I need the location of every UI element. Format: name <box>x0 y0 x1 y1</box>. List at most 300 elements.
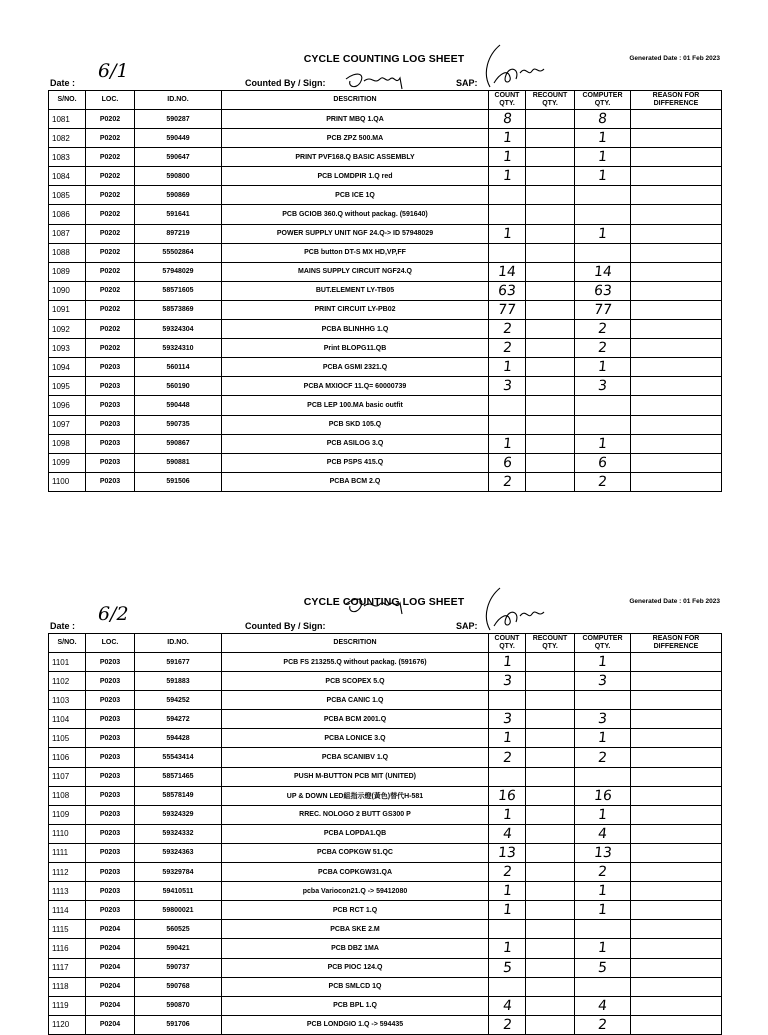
cell-recount-qty <box>526 129 575 148</box>
handwritten-value: 2 <box>597 749 608 766</box>
cell-id: 590448 <box>135 396 222 415</box>
cell-description: PCB LONDGIO 1.Q -> 594435 <box>222 1015 489 1034</box>
cell-loc: P0203 <box>86 472 135 491</box>
table-row <box>49 262 722 281</box>
col-count-qty: COUNT QTY. <box>489 634 526 653</box>
cell-computer-qty <box>575 243 631 262</box>
cell-reason <box>631 653 722 672</box>
cell-computer-qty <box>575 415 631 434</box>
cell-count-qty <box>489 882 526 901</box>
handwritten-value: 77 <box>592 301 613 318</box>
cell-count-qty <box>489 224 526 243</box>
handwritten-date: 6/1 <box>98 60 129 82</box>
table-row <box>49 320 722 339</box>
cell-computer-qty <box>575 786 631 805</box>
cell-count-qty <box>489 996 526 1015</box>
cell-id: 57948029 <box>135 262 222 281</box>
col-sno: S/NO. <box>49 634 86 653</box>
cell-loc: P0204 <box>86 958 135 977</box>
cell-id: 59329784 <box>135 863 222 882</box>
cell-computer-qty <box>575 262 631 281</box>
handwritten-value: 1 <box>501 806 513 823</box>
cell-loc: P0203 <box>86 453 135 472</box>
cell-reason <box>631 377 722 396</box>
cell-description: PCBA BCM 2001.Q <box>222 710 489 729</box>
cell-recount-qty <box>526 415 575 434</box>
handwritten-value: 1 <box>501 435 513 452</box>
col-recount-qty: RECOUNT QTY. <box>526 91 575 110</box>
table-row <box>49 920 722 939</box>
cell-loc: P0203 <box>86 691 135 710</box>
cell-reason <box>631 358 722 377</box>
cell-sno: 1108 <box>49 786 86 805</box>
cell-recount-qty <box>526 996 575 1015</box>
cell-loc: P0202 <box>86 167 135 186</box>
cell-count-qty <box>489 805 526 824</box>
cell-count-qty <box>489 653 526 672</box>
table-row <box>49 1015 722 1034</box>
cell-recount-qty <box>526 339 575 358</box>
cell-description: PCB PIOC 124.Q <box>222 958 489 977</box>
cell-id: 58573869 <box>135 300 222 319</box>
cell-description: PCBA SKE 2.M <box>222 920 489 939</box>
table-row <box>49 377 722 396</box>
cell-recount-qty <box>526 224 575 243</box>
cell-computer-qty <box>575 882 631 901</box>
cell-description: Print BLOPG11.QB <box>222 339 489 358</box>
col-reason: REASON FOR DIFFERENCE <box>631 634 722 653</box>
cell-reason <box>631 453 722 472</box>
cell-computer-qty <box>575 996 631 1015</box>
handwritten-value: 14 <box>497 263 517 280</box>
cell-recount-qty <box>526 281 575 300</box>
cell-computer-qty <box>575 339 631 358</box>
cell-id: 590870 <box>135 996 222 1015</box>
cell-loc: P0203 <box>86 805 135 824</box>
cell-loc: P0203 <box>86 358 135 377</box>
table-row <box>49 767 722 786</box>
handwritten-value: 6 <box>597 454 608 471</box>
cell-sno: 1096 <box>49 396 86 415</box>
table-row <box>49 415 722 434</box>
handwritten-value: 1 <box>597 730 608 747</box>
cell-description: PCB SKD 105.Q <box>222 415 489 434</box>
handwritten-value: 2 <box>501 1016 513 1033</box>
cell-reason <box>631 434 722 453</box>
cell-computer-qty <box>575 843 631 862</box>
cell-recount-qty <box>526 805 575 824</box>
handwritten-value: 1 <box>501 902 513 919</box>
cell-loc: P0202 <box>86 243 135 262</box>
cell-loc: P0202 <box>86 186 135 205</box>
col-id: ID.NO. <box>135 634 222 653</box>
log-sheet-2 <box>0 596 768 1033</box>
cell-recount-qty <box>526 748 575 767</box>
col-sno: S/NO. <box>49 91 86 110</box>
cell-description: PCB LEP 100.MA basic outfit <box>222 396 489 415</box>
handwritten-value: 1 <box>501 225 513 242</box>
cell-loc: P0203 <box>86 882 135 901</box>
handwritten-value: 2 <box>597 473 608 490</box>
cell-reason <box>631 415 722 434</box>
cell-count-qty <box>489 262 526 281</box>
cell-count-qty <box>489 710 526 729</box>
sap-label: SAP: <box>456 621 478 631</box>
table-row <box>49 786 722 805</box>
count-table <box>48 633 722 1035</box>
cell-recount-qty <box>526 453 575 472</box>
cell-description: PCB PSPS 415.Q <box>222 453 489 472</box>
cell-loc: P0202 <box>86 224 135 243</box>
handwritten-value: 3 <box>501 378 513 395</box>
cell-computer-qty <box>575 653 631 672</box>
cell-description: pcba Variocon21.Q -> 59412080 <box>222 882 489 901</box>
handwritten-value: 1 <box>501 149 513 166</box>
cell-recount-qty <box>526 653 575 672</box>
table-row <box>49 710 722 729</box>
table-row <box>49 358 722 377</box>
table-row <box>49 672 722 691</box>
cell-loc: P0202 <box>86 148 135 167</box>
cell-description: PCBA SCANIBV 1.Q <box>222 748 489 767</box>
cell-id: 590768 <box>135 977 222 996</box>
handwritten-value: 2 <box>597 321 608 338</box>
col-recount-qty: RECOUNT QTY. <box>526 634 575 653</box>
cell-id: 591677 <box>135 653 222 672</box>
handwritten-value: 4 <box>597 997 608 1014</box>
cell-loc: P0203 <box>86 786 135 805</box>
handwritten-value: 1 <box>597 654 608 671</box>
cell-description: PCB GCIOB 360.Q without packag. (591640) <box>222 205 489 224</box>
generated-date: Generated Date : 01 Feb 2023 <box>629 55 720 62</box>
handwritten-value: 1 <box>597 130 608 147</box>
table-row <box>49 901 722 920</box>
cell-count-qty <box>489 453 526 472</box>
cell-sno: 1093 <box>49 339 86 358</box>
cell-count-qty <box>489 863 526 882</box>
cell-computer-qty <box>575 300 631 319</box>
cell-sno: 1090 <box>49 281 86 300</box>
cell-description: PCB DBZ 1MA <box>222 939 489 958</box>
cell-description: BUT.ELEMENT LY-TB05 <box>222 281 489 300</box>
handwritten-value: 13 <box>497 844 517 861</box>
cell-count-qty <box>489 300 526 319</box>
handwritten-value: 1 <box>501 168 513 185</box>
cell-computer-qty <box>575 672 631 691</box>
cell-count-qty <box>489 358 526 377</box>
cell-recount-qty <box>526 472 575 491</box>
handwritten-value: 1 <box>597 435 608 452</box>
cell-loc: P0202 <box>86 339 135 358</box>
handwritten-value: 1 <box>501 940 513 957</box>
cell-count-qty <box>489 434 526 453</box>
cell-id: 591506 <box>135 472 222 491</box>
cell-computer-qty <box>575 358 631 377</box>
cell-sno: 1083 <box>49 148 86 167</box>
handwritten-value: 1 <box>597 149 608 166</box>
cell-loc: P0203 <box>86 824 135 843</box>
cell-sno: 1104 <box>49 710 86 729</box>
cell-reason <box>631 977 722 996</box>
cell-computer-qty <box>575 958 631 977</box>
table-row <box>49 824 722 843</box>
cell-loc: P0204 <box>86 996 135 1015</box>
handwritten-value: 2 <box>501 473 513 490</box>
cell-count-qty <box>489 472 526 491</box>
cell-loc: P0203 <box>86 767 135 786</box>
cell-sno: 1105 <box>49 729 86 748</box>
cell-sno: 1097 <box>49 415 86 434</box>
cell-count-qty <box>489 1015 526 1034</box>
cell-count-qty <box>489 691 526 710</box>
cell-reason <box>631 320 722 339</box>
col-id: ID.NO. <box>135 91 222 110</box>
cell-description: PCBA LONICE 3.Q <box>222 729 489 748</box>
cell-computer-qty <box>575 901 631 920</box>
cell-loc: P0203 <box>86 377 135 396</box>
table-row <box>49 396 722 415</box>
cell-sno: 1117 <box>49 958 86 977</box>
cell-reason <box>631 729 722 748</box>
cell-reason <box>631 339 722 358</box>
cell-sno: 1112 <box>49 863 86 882</box>
cell-loc: P0204 <box>86 939 135 958</box>
handwritten-value: 1 <box>501 654 513 671</box>
cell-sno: 1092 <box>49 320 86 339</box>
table-row <box>49 653 722 672</box>
cell-id: 59324310 <box>135 339 222 358</box>
handwritten-value: 1 <box>597 359 608 376</box>
cell-computer-qty <box>575 710 631 729</box>
handwritten-value: 63 <box>497 282 517 299</box>
cell-count-qty <box>489 110 526 129</box>
cell-id: 560190 <box>135 377 222 396</box>
sap-signature-icon <box>480 586 560 636</box>
handwritten-value: 2 <box>501 340 513 357</box>
handwritten-value: 1 <box>597 902 608 919</box>
col-computer-qty: COMPUTER QTY. <box>575 91 631 110</box>
col-count-qty: COUNT QTY. <box>489 91 526 110</box>
cell-reason <box>631 205 722 224</box>
cell-count-qty <box>489 186 526 205</box>
col-reason: REASON FOR DIFFERENCE <box>631 91 722 110</box>
cell-sno: 1081 <box>49 110 86 129</box>
handwritten-value: 3 <box>597 378 608 395</box>
cell-loc: P0203 <box>86 843 135 862</box>
counter-signature-icon <box>342 594 422 618</box>
handwritten-value: 1 <box>597 225 608 242</box>
cell-id: 590735 <box>135 415 222 434</box>
cell-id: 58571605 <box>135 281 222 300</box>
table-row <box>49 186 722 205</box>
cell-sno: 1116 <box>49 939 86 958</box>
table-row <box>49 243 722 262</box>
cell-id: 59410511 <box>135 882 222 901</box>
cell-count-qty <box>489 129 526 148</box>
cell-count-qty <box>489 281 526 300</box>
cell-reason <box>631 958 722 977</box>
cell-recount-qty <box>526 958 575 977</box>
cell-sno: 1084 <box>49 167 86 186</box>
cell-description: PCBA MXIOCF 11.Q= 60000739 <box>222 377 489 396</box>
handwritten-value: 3 <box>501 673 513 690</box>
cell-count-qty <box>489 243 526 262</box>
cell-id: 590421 <box>135 939 222 958</box>
cell-computer-qty <box>575 977 631 996</box>
cell-count-qty <box>489 843 526 862</box>
cell-computer-qty <box>575 748 631 767</box>
cell-recount-qty <box>526 767 575 786</box>
cell-reason <box>631 901 722 920</box>
cell-recount-qty <box>526 148 575 167</box>
cell-id: 59800021 <box>135 901 222 920</box>
cell-sno: 1099 <box>49 453 86 472</box>
handwritten-value: 13 <box>592 844 613 861</box>
cell-sno: 1082 <box>49 129 86 148</box>
table-row <box>49 453 722 472</box>
cell-recount-qty <box>526 243 575 262</box>
cell-description: PCB SCOPEX 5.Q <box>222 672 489 691</box>
cell-computer-qty <box>575 167 631 186</box>
sheet-title: CYCLE COUNTING LOG SHEET <box>303 596 465 608</box>
cell-id: 590869 <box>135 186 222 205</box>
cell-reason <box>631 748 722 767</box>
cell-computer-qty <box>575 129 631 148</box>
cell-id: 59324304 <box>135 320 222 339</box>
cell-id: 58571465 <box>135 767 222 786</box>
cell-sno: 1095 <box>49 377 86 396</box>
cell-description: PCBA BCM 2.Q <box>222 472 489 491</box>
cell-id: 897219 <box>135 224 222 243</box>
cell-count-qty <box>489 672 526 691</box>
handwritten-value: 1 <box>597 806 608 823</box>
cell-recount-qty <box>526 977 575 996</box>
cell-description: PCBA COPKGW 51.QC <box>222 843 489 862</box>
cell-computer-qty <box>575 205 631 224</box>
table-header-row <box>49 634 722 653</box>
cell-recount-qty <box>526 672 575 691</box>
cell-sno: 1107 <box>49 767 86 786</box>
handwritten-value: 2 <box>501 321 513 338</box>
cell-reason <box>631 129 722 148</box>
cell-id: 590647 <box>135 148 222 167</box>
cell-recount-qty <box>526 358 575 377</box>
cell-description: MAINS SUPPLY CIRCUIT NGF24.Q <box>222 262 489 281</box>
table-row <box>49 977 722 996</box>
cell-loc: P0203 <box>86 415 135 434</box>
handwritten-value: 3 <box>597 711 608 728</box>
cell-count-qty <box>489 939 526 958</box>
cell-description: PCBA GSMI 2321.Q <box>222 358 489 377</box>
sap-label: SAP: <box>456 78 478 88</box>
cell-reason <box>631 1015 722 1034</box>
cell-reason <box>631 262 722 281</box>
cell-recount-qty <box>526 434 575 453</box>
cell-description: PRINT PVF168.Q BASIC ASSEMBLY <box>222 148 489 167</box>
cell-id: 55502864 <box>135 243 222 262</box>
handwritten-value: 1 <box>597 168 608 185</box>
cell-reason <box>631 843 722 862</box>
handwritten-value: 1 <box>501 359 513 376</box>
cell-loc: P0204 <box>86 977 135 996</box>
cell-reason <box>631 786 722 805</box>
cell-computer-qty <box>575 472 631 491</box>
cell-description: PCBA BLINHHG 1.Q <box>222 320 489 339</box>
cell-recount-qty <box>526 843 575 862</box>
handwritten-value: 2 <box>597 864 608 881</box>
cell-computer-qty <box>575 110 631 129</box>
cell-count-qty <box>489 767 526 786</box>
cell-id: 594428 <box>135 729 222 748</box>
handwritten-value: 3 <box>501 711 513 728</box>
table-row <box>49 129 722 148</box>
cell-count-qty <box>489 824 526 843</box>
table-row <box>49 996 722 1015</box>
counted-by-label: Counted By / Sign: <box>245 621 326 631</box>
handwritten-date: 6/2 <box>98 603 129 625</box>
handwritten-value: 1 <box>597 940 608 957</box>
cell-reason <box>631 224 722 243</box>
cell-reason <box>631 691 722 710</box>
cell-description: RREC. NOLOGO 2 BUTT GS300 P <box>222 805 489 824</box>
col-computer-qty: COMPUTER QTY. <box>575 634 631 653</box>
cell-description: PCBA COPKGW31.QA <box>222 863 489 882</box>
cell-count-qty <box>489 167 526 186</box>
handwritten-value: 8 <box>501 111 513 128</box>
cell-sno: 1101 <box>49 653 86 672</box>
cell-count-qty <box>489 786 526 805</box>
counted-by-label: Counted By / Sign: <box>245 78 326 88</box>
cell-count-qty <box>489 415 526 434</box>
cell-reason <box>631 996 722 1015</box>
cell-loc: P0202 <box>86 300 135 319</box>
table-row <box>49 882 722 901</box>
cell-reason <box>631 805 722 824</box>
handwritten-value: 4 <box>597 825 608 842</box>
cell-loc: P0203 <box>86 672 135 691</box>
cell-loc: P0204 <box>86 920 135 939</box>
cell-id: 591706 <box>135 1015 222 1034</box>
cell-loc: P0203 <box>86 396 135 415</box>
cell-computer-qty <box>575 377 631 396</box>
cell-count-qty <box>489 320 526 339</box>
cell-sno: 1113 <box>49 882 86 901</box>
cell-sno: 1085 <box>49 186 86 205</box>
cell-count-qty <box>489 205 526 224</box>
handwritten-value: 2 <box>501 749 513 766</box>
cell-sno: 1094 <box>49 358 86 377</box>
table-row <box>49 939 722 958</box>
cell-id: 590737 <box>135 958 222 977</box>
table-row <box>49 224 722 243</box>
cell-id: 591641 <box>135 205 222 224</box>
handwritten-value: 5 <box>597 959 608 976</box>
cell-count-qty <box>489 920 526 939</box>
cell-reason <box>631 939 722 958</box>
handwritten-value: 1 <box>597 883 608 900</box>
handwritten-value: 1 <box>501 883 513 900</box>
cell-recount-qty <box>526 920 575 939</box>
cell-sno: 1111 <box>49 843 86 862</box>
cell-count-qty <box>489 377 526 396</box>
handwritten-value: 2 <box>501 864 513 881</box>
handwritten-value: 63 <box>592 282 613 299</box>
cell-id: 58578149 <box>135 786 222 805</box>
cell-id: 560114 <box>135 358 222 377</box>
cell-recount-qty <box>526 729 575 748</box>
cell-description: UP & DOWN LED組指示燈(黃色)替代H-581 <box>222 786 489 805</box>
handwritten-value: 14 <box>592 263 613 280</box>
